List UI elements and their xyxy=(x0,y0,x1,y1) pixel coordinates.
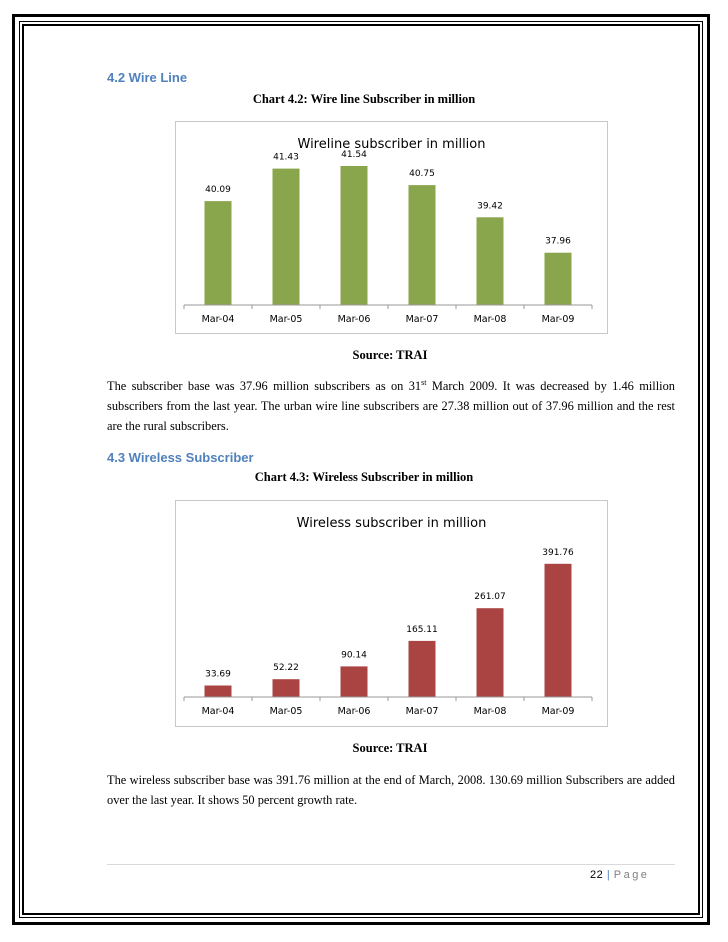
bar-mar-04 xyxy=(205,686,232,698)
data-label: 90.14 xyxy=(341,650,367,661)
footer-separator: | xyxy=(606,869,611,881)
paragraph-wire-line-text-2: March 2009. It was decreased by 1.46 million subscribers from the last year. The urban wire line subscribers are 27.38 million out of 37.96 million and the rest are the rural subscribers. xyxy=(107,379,675,433)
x-tick-label: Mar-07 xyxy=(405,706,439,717)
paragraph-wire-line xyxy=(107,376,675,436)
chart-wireless xyxy=(175,500,608,727)
bar-mar-07 xyxy=(409,641,436,697)
page-label: Page xyxy=(613,869,650,881)
bar-mar-05 xyxy=(273,169,300,305)
page-number: 22 xyxy=(590,869,604,881)
chart-title: Wireless subscriber in million xyxy=(296,516,487,531)
chart-title: Wireline subscriber in million xyxy=(297,137,486,152)
chart-caption-wireless: Chart 4.3: Wireless Subscriber in million xyxy=(254,470,474,484)
data-label: 261.07 xyxy=(474,592,506,603)
bar-mar-08 xyxy=(477,217,504,305)
bar-mar-09 xyxy=(545,253,572,305)
x-tick-label: Mar-05 xyxy=(269,706,303,717)
x-tick-label: Mar-08 xyxy=(473,706,507,717)
section-heading-wireless: 4.3 Wireless Subscriber xyxy=(107,450,254,465)
x-tick-label: Mar-06 xyxy=(337,706,371,717)
bar-mar-06 xyxy=(341,166,368,305)
x-tick-label: Mar-07 xyxy=(405,314,439,325)
data-label: 52.22 xyxy=(273,663,299,674)
data-label: 165.11 xyxy=(406,624,438,635)
x-tick-label: Mar-05 xyxy=(269,314,303,325)
x-tick-label: Mar-08 xyxy=(473,314,507,325)
bar-mar-07 xyxy=(409,185,436,305)
section-heading-wire-line: 4.2 Wire Line xyxy=(107,70,188,85)
chart-wireless-svg xyxy=(176,501,607,726)
data-label: 37.96 xyxy=(545,236,571,247)
bar-mar-09 xyxy=(545,564,572,697)
bar-mar-05 xyxy=(273,679,300,697)
bar-mar-06 xyxy=(341,666,368,697)
chart-wire-line xyxy=(175,121,608,334)
footer-divider xyxy=(107,864,675,865)
data-label: 391.76 xyxy=(542,547,574,558)
data-label: 41.43 xyxy=(273,152,299,163)
data-label: 41.54 xyxy=(341,150,367,160)
data-label: 39.42 xyxy=(477,201,503,212)
paragraph-wire-line-superscript: st xyxy=(421,377,427,387)
x-tick-label: Mar-09 xyxy=(541,706,575,717)
bar-mar-04 xyxy=(205,201,232,305)
source-wire-line: Source: TRAI xyxy=(352,348,428,362)
chart-wire-line-svg xyxy=(176,122,607,333)
paragraph-wire-line-text-1: The subscriber base was 37.96 million subscribers as on 31 xyxy=(107,379,422,393)
paragraph-wireless: The wireless subscriber base was 391.76 million at the end of March, 2008. 130.69 million Subscribers are added over the last year. It shows 50 percent growth rate. xyxy=(107,773,675,807)
data-label: 33.69 xyxy=(205,669,231,680)
chart-caption-wire-line: Chart 4.2: Wire line Subscriber in million xyxy=(252,92,476,106)
page-footer xyxy=(590,869,649,881)
x-tick-label: Mar-04 xyxy=(201,314,235,325)
x-tick-label: Mar-04 xyxy=(201,706,235,717)
data-label: 40.75 xyxy=(409,169,435,180)
x-tick-label: Mar-09 xyxy=(541,314,575,325)
source-wireless: Source: TRAI xyxy=(352,741,428,755)
x-tick-label: Mar-06 xyxy=(337,314,371,325)
bar-mar-08 xyxy=(477,608,504,697)
data-label: 40.09 xyxy=(205,185,231,196)
